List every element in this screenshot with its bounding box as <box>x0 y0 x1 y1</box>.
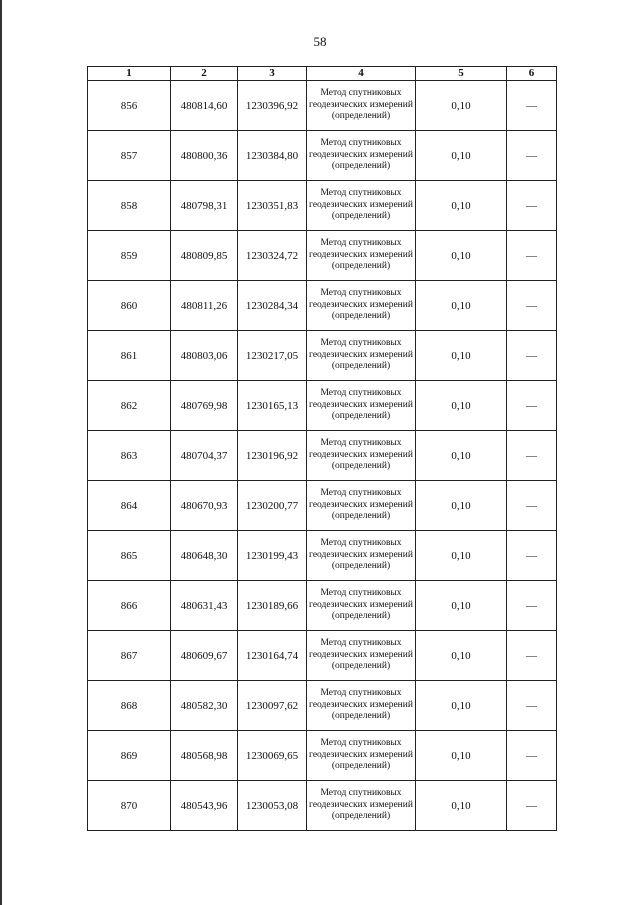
point-number-cell: 865 <box>88 531 171 581</box>
note-cell: — <box>507 731 557 781</box>
accuracy-cell: 0,10 <box>416 681 507 731</box>
x-coordinate-cell: 480811,26 <box>171 281 238 331</box>
page-number: 58 <box>313 34 327 49</box>
scan-edge-line <box>0 0 2 905</box>
table-body <box>88 81 557 831</box>
point-number-cell: 869 <box>88 731 171 781</box>
method-cell: Метод спутниковых геодезических измерений (определений) <box>307 381 416 431</box>
point-number-cell: 867 <box>88 631 171 681</box>
x-coordinate-cell: 480631,43 <box>171 581 238 631</box>
point-number-cell: 859 <box>88 231 171 281</box>
method-cell: Метод спутниковых геодезических измерений (определений) <box>307 531 416 581</box>
note-cell: — <box>507 781 557 831</box>
note-cell: — <box>507 631 557 681</box>
y-coordinate-cell: 1230217,05 <box>238 331 307 381</box>
note-cell: — <box>507 331 557 381</box>
note-cell: — <box>507 481 557 531</box>
table-row <box>88 231 557 281</box>
note-cell: — <box>507 181 557 231</box>
table-row <box>88 181 557 231</box>
x-coordinate-cell: 480543,96 <box>171 781 238 831</box>
column-header: 4 <box>307 67 416 81</box>
accuracy-cell: 0,10 <box>416 331 507 381</box>
x-coordinate-cell: 480800,36 <box>171 131 238 181</box>
accuracy-cell: 0,10 <box>416 181 507 231</box>
table-row <box>88 331 557 381</box>
x-coordinate-cell: 480582,30 <box>171 681 238 731</box>
accuracy-cell: 0,10 <box>416 131 507 181</box>
point-number-cell: 858 <box>88 181 171 231</box>
x-coordinate-cell: 480609,67 <box>171 631 238 681</box>
method-cell: Метод спутниковых геодезических измерений (определений) <box>307 581 416 631</box>
x-coordinate-cell: 480798,31 <box>171 181 238 231</box>
accuracy-cell: 0,10 <box>416 631 507 681</box>
method-cell: Метод спутниковых геодезических измерений (определений) <box>307 681 416 731</box>
method-cell: Метод спутниковых геодезических измерений (определений) <box>307 781 416 831</box>
table-row <box>88 581 557 631</box>
y-coordinate-cell: 1230351,83 <box>238 181 307 231</box>
accuracy-cell: 0,10 <box>416 431 507 481</box>
column-header: 5 <box>416 67 507 81</box>
accuracy-cell: 0,10 <box>416 231 507 281</box>
method-cell: Метод спутниковых геодезических измерений (определений) <box>307 231 416 281</box>
method-cell: Метод спутниковых геодезических измерений (определений) <box>307 431 416 481</box>
accuracy-cell: 0,10 <box>416 781 507 831</box>
note-cell: — <box>507 531 557 581</box>
y-coordinate-cell: 1230097,62 <box>238 681 307 731</box>
y-coordinate-cell: 1230200,77 <box>238 481 307 531</box>
table-row <box>88 781 557 831</box>
point-number-cell: 864 <box>88 481 171 531</box>
table-row <box>88 681 557 731</box>
table-row <box>88 531 557 581</box>
y-coordinate-cell: 1230165,13 <box>238 381 307 431</box>
x-coordinate-cell: 480803,06 <box>171 331 238 381</box>
y-coordinate-cell: 1230396,92 <box>238 81 307 131</box>
accuracy-cell: 0,10 <box>416 381 507 431</box>
accuracy-cell: 0,10 <box>416 281 507 331</box>
y-coordinate-cell: 1230196,92 <box>238 431 307 481</box>
note-cell: — <box>507 131 557 181</box>
coordinates-table <box>87 66 557 831</box>
method-cell: Метод спутниковых геодезических измерений (определений) <box>307 181 416 231</box>
table-row <box>88 731 557 781</box>
note-cell: — <box>507 581 557 631</box>
method-cell: Метод спутниковых геодезических измерений (определений) <box>307 731 416 781</box>
table-row <box>88 381 557 431</box>
method-cell: Метод спутниковых геодезических измерений (определений) <box>307 631 416 681</box>
table-header-row <box>88 67 557 81</box>
y-coordinate-cell: 1230189,66 <box>238 581 307 631</box>
note-cell: — <box>507 431 557 481</box>
method-cell: Метод спутниковых геодезических измерений (определений) <box>307 281 416 331</box>
y-coordinate-cell: 1230164,74 <box>238 631 307 681</box>
x-coordinate-cell: 480814,60 <box>171 81 238 131</box>
x-coordinate-cell: 480809,85 <box>171 231 238 281</box>
method-cell: Метод спутниковых геодезических измерений (определений) <box>307 81 416 131</box>
accuracy-cell: 0,10 <box>416 731 507 781</box>
x-coordinate-cell: 480648,30 <box>171 531 238 581</box>
point-number-cell: 868 <box>88 681 171 731</box>
x-coordinate-cell: 480670,93 <box>171 481 238 531</box>
y-coordinate-cell: 1230069,65 <box>238 731 307 781</box>
x-coordinate-cell: 480769,98 <box>171 381 238 431</box>
y-coordinate-cell: 1230324,72 <box>238 231 307 281</box>
point-number-cell: 862 <box>88 381 171 431</box>
point-number-cell: 863 <box>88 431 171 481</box>
y-coordinate-cell: 1230284,34 <box>238 281 307 331</box>
note-cell: — <box>507 681 557 731</box>
method-cell: Метод спутниковых геодезических измерений (определений) <box>307 331 416 381</box>
accuracy-cell: 0,10 <box>416 581 507 631</box>
method-cell: Метод спутниковых геодезических измерений (определений) <box>307 131 416 181</box>
note-cell: — <box>507 81 557 131</box>
x-coordinate-cell: 480568,98 <box>171 731 238 781</box>
column-header: 1 <box>88 67 171 81</box>
point-number-cell: 870 <box>88 781 171 831</box>
table-row <box>88 431 557 481</box>
point-number-cell: 860 <box>88 281 171 331</box>
y-coordinate-cell: 1230053,08 <box>238 781 307 831</box>
table-row <box>88 481 557 531</box>
accuracy-cell: 0,10 <box>416 531 507 581</box>
point-number-cell: 861 <box>88 331 171 381</box>
accuracy-cell: 0,10 <box>416 81 507 131</box>
note-cell: — <box>507 381 557 431</box>
point-number-cell: 856 <box>88 81 171 131</box>
point-number-cell: 866 <box>88 581 171 631</box>
note-cell: — <box>507 281 557 331</box>
y-coordinate-cell: 1230384,80 <box>238 131 307 181</box>
column-header: 3 <box>238 67 307 81</box>
table-row <box>88 131 557 181</box>
x-coordinate-cell: 480704,37 <box>171 431 238 481</box>
table-row <box>88 281 557 331</box>
table-row <box>88 631 557 681</box>
y-coordinate-cell: 1230199,43 <box>238 531 307 581</box>
method-cell: Метод спутниковых геодезических измерений (определений) <box>307 481 416 531</box>
point-number-cell: 857 <box>88 131 171 181</box>
accuracy-cell: 0,10 <box>416 481 507 531</box>
note-cell: — <box>507 231 557 281</box>
column-header: 2 <box>171 67 238 81</box>
table-row <box>88 81 557 131</box>
column-header: 6 <box>507 67 557 81</box>
